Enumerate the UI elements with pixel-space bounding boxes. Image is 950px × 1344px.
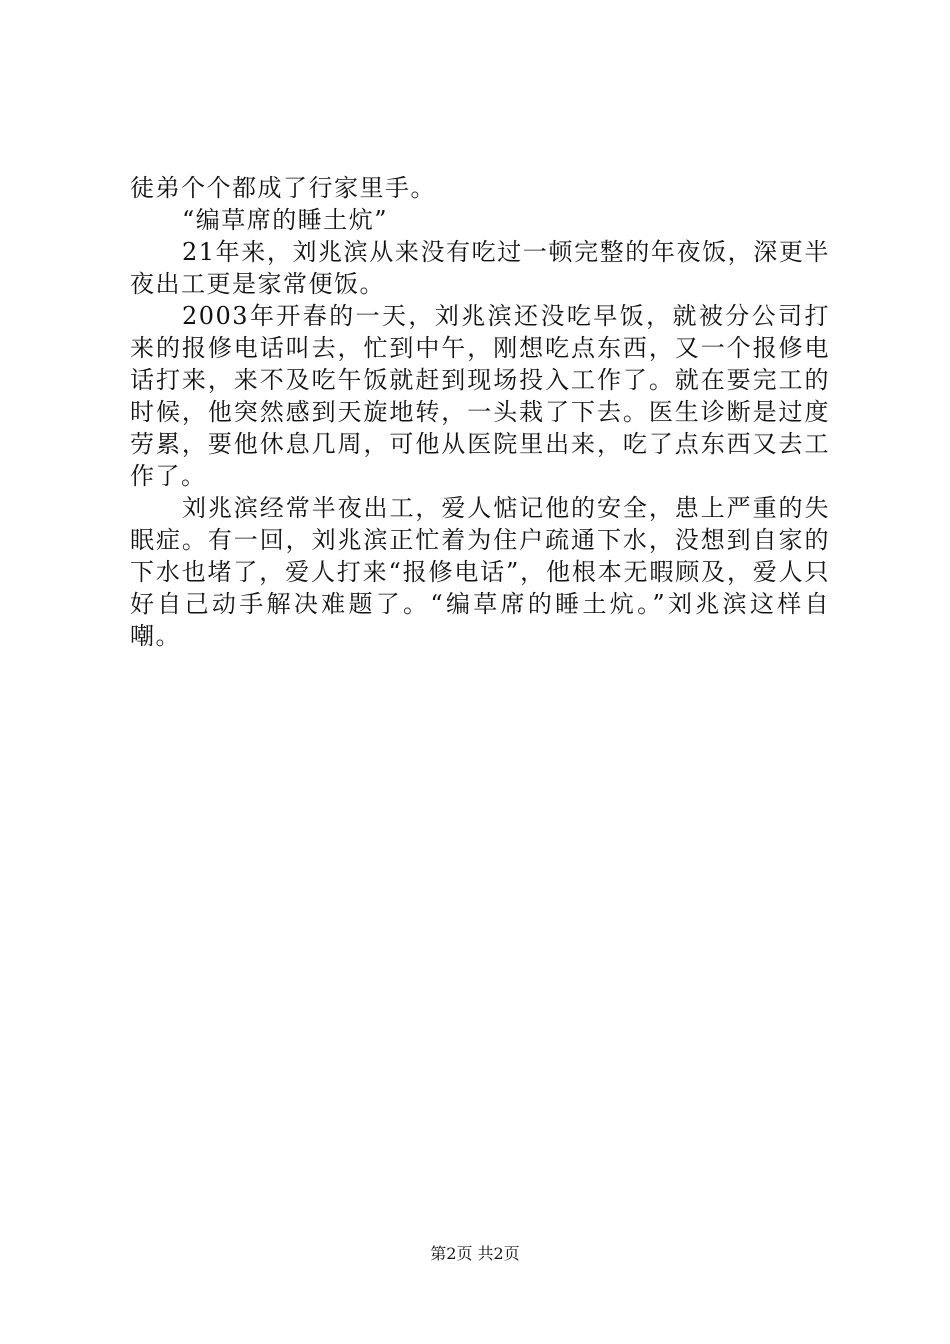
section-heading: “编草席的睡土炕” — [182, 206, 389, 234]
paragraph-continuation: 徒弟个个都成了行家里手。 — [130, 174, 436, 202]
paragraph: 刘兆滨经常半夜出工，爱人惦记他的安全，患上严重的失眠症。有一回，刘兆滨正忙着为住户疏通下水，没想到自家的下水也堵了，爱人打来“报修电话”，他根本无暇顾及，爱人只好自己动手解决难题了。“编草席的睡土炕。”刘兆滨这样自嘲。 — [130, 494, 830, 650]
paragraph: 21年来，刘兆滨从来没有吃过一顿完整的年夜饭，深更半夜出工更是家常便饭。 — [130, 238, 830, 298]
paragraph: 2003年开春的一天，刘兆滨还没吃早饭，就被分公司打来的报修电话叫去，忙到中午，刚想吃点东西，又一个报修电话打来，来不及吃午饭就赶到现场投入工作了。就在要完工的时候，他突然感到天旋地转，一头栽了下去。医生诊断是过度劳累，要他休息几周，可他从医院里出来，吃了点东西又去工作了。 — [130, 302, 830, 490]
page-footer: 第2页 共2页 — [430, 1244, 520, 1263]
document-body — [130, 172, 830, 652]
